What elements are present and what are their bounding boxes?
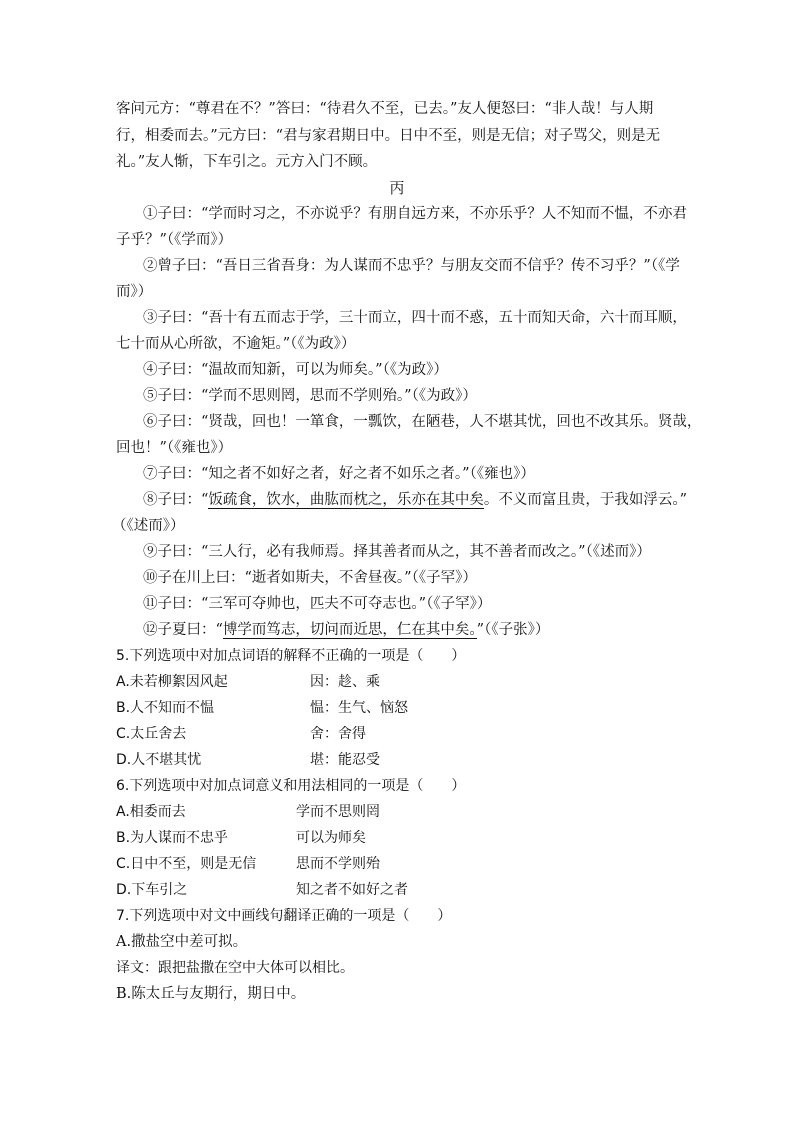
question-option: A.撒盐空中差可拟。 xyxy=(116,934,248,950)
option-text: D.下车引之 xyxy=(116,882,188,898)
analects-line: ③子曰：“吾十有五而志于学，三十而立，四十而不惑，五十而知天命，六十而耳顺， xyxy=(143,310,687,326)
question-stem: 6.下列选项中对加点词意义和用法相同的一项是（ ） xyxy=(116,778,466,794)
question-option xyxy=(116,802,686,822)
question-option xyxy=(116,724,686,744)
analects-line: ⑤子曰：“学而不思则罔，思而不学则殆。”（《为政》） xyxy=(143,388,477,404)
analects-line: 子乎？”（《学而》） xyxy=(116,232,233,248)
option-text: C.太丘舍去 xyxy=(116,726,187,742)
question-option: B.陈太丘与友期行，期日中。 xyxy=(116,986,306,1002)
question-stem: 7.下列选项中对文中画线句翻译正确的一项是（ ） xyxy=(116,908,452,924)
analects-line: ⑨子曰：“三人行，必有我师焉。择其善者而从之，其不善者而改之。”（《述而》） xyxy=(143,544,651,560)
option-text: B.为人谋而不忠乎 xyxy=(116,830,229,846)
analects-text: 。不义而富且贵，于我如浮云。” xyxy=(483,492,688,508)
option-gloss: 学而不思则罔 xyxy=(296,804,380,820)
question-option xyxy=(116,698,686,718)
translation-text: 译文：跟把盐撒在空中大体可以相比。 xyxy=(116,960,354,976)
analects-line: 回也！”（《雍也》） xyxy=(116,440,233,456)
analects-line: ⑥子曰：“贤哉，回也！一箪食，一瓢饮，在陋巷，人不堪其忧，回也不改其乐。贤哉， xyxy=(143,414,702,430)
question-option xyxy=(116,672,686,692)
analects-line: ①子曰：“学而时习之，不亦说乎？有朋自远方来，不亦乐乎？人不知而不愠，不亦君 xyxy=(143,206,687,222)
question-option xyxy=(116,854,686,874)
analects-line: 七十而从心所欲，不逾矩。”（《为政》） xyxy=(116,336,356,352)
question-option xyxy=(116,880,686,900)
analects-line: 而》） xyxy=(116,284,153,300)
analects-line: ⑩子在川上曰：“逝者如斯夫，不舍昼夜。”（《子罕》） xyxy=(143,570,477,586)
option-text: C.日中不至，则是无信 xyxy=(116,856,257,872)
underlined-sentence: 饭疏食，饮水，曲肱而枕之，乐亦在其中矣 xyxy=(208,492,484,508)
option-text: A.相委而去 xyxy=(116,804,186,820)
analects-line: ②曾子曰：“吾日三省吾身：为人谋而不忠乎？与朋友交而不信乎？传不习乎？”（《学 xyxy=(143,258,680,274)
analects-text: ⑧子曰：“ xyxy=(143,492,209,508)
analects-line: ⑦子曰：“知之者不如好之者，好之者不如乐之者。”（《雍也》） xyxy=(143,466,535,482)
option-gloss: 可以为师矣 xyxy=(296,830,366,846)
analects-line: ⑪子曰：“三军可夺帅也，匹夫不可夺志也。”（《子罕》） xyxy=(143,596,492,612)
option-gloss: 知之者不如好之者 xyxy=(296,882,408,898)
analects-line: ④子曰：“温故而知新，可以为师矣。”（《为政》） xyxy=(143,362,448,378)
option-text: B.人不知而不愠 xyxy=(116,700,215,716)
option-gloss: 堪：能忍受 xyxy=(310,752,380,768)
question-option xyxy=(116,828,686,848)
option-text: A.未若柳絮因风起 xyxy=(116,674,228,690)
question-stem: 5.下列选项中对加点词语的解释不正确的一项是（ ） xyxy=(116,648,466,664)
option-text: D.人不堪其忧 xyxy=(116,752,202,768)
question-option xyxy=(116,750,686,770)
analects-line: （《述而》） xyxy=(112,518,185,534)
analects-text: ⑫子夏曰：“ xyxy=(143,622,223,638)
analects-text: ”（《子张》） xyxy=(476,622,550,638)
passage-line: 礼。”友人惭，下车引之。元方入门不顾。 xyxy=(116,154,378,170)
option-gloss: 愠：生气、恼怒 xyxy=(310,700,408,716)
option-gloss: 思而不学则殆 xyxy=(296,856,380,872)
section-title: 丙 xyxy=(389,179,405,197)
option-gloss: 舍：舍得 xyxy=(310,726,366,742)
underlined-sentence: 博学而笃志，切问而近思，仁在其中矣。 xyxy=(222,622,477,638)
analects-line xyxy=(143,490,713,510)
analects-line xyxy=(143,620,713,640)
passage-line: 客问元方：“尊君在不？”答曰：“待君久不至，已去。”友人便怒曰：“非人哉！与人期 xyxy=(116,101,654,117)
passage-line: 行，相委而去。”元方曰：“君与家君期日中。日中不至，则是无信；对子骂父，则是无 xyxy=(116,128,661,144)
option-gloss: 因：趁、乘 xyxy=(310,674,380,690)
